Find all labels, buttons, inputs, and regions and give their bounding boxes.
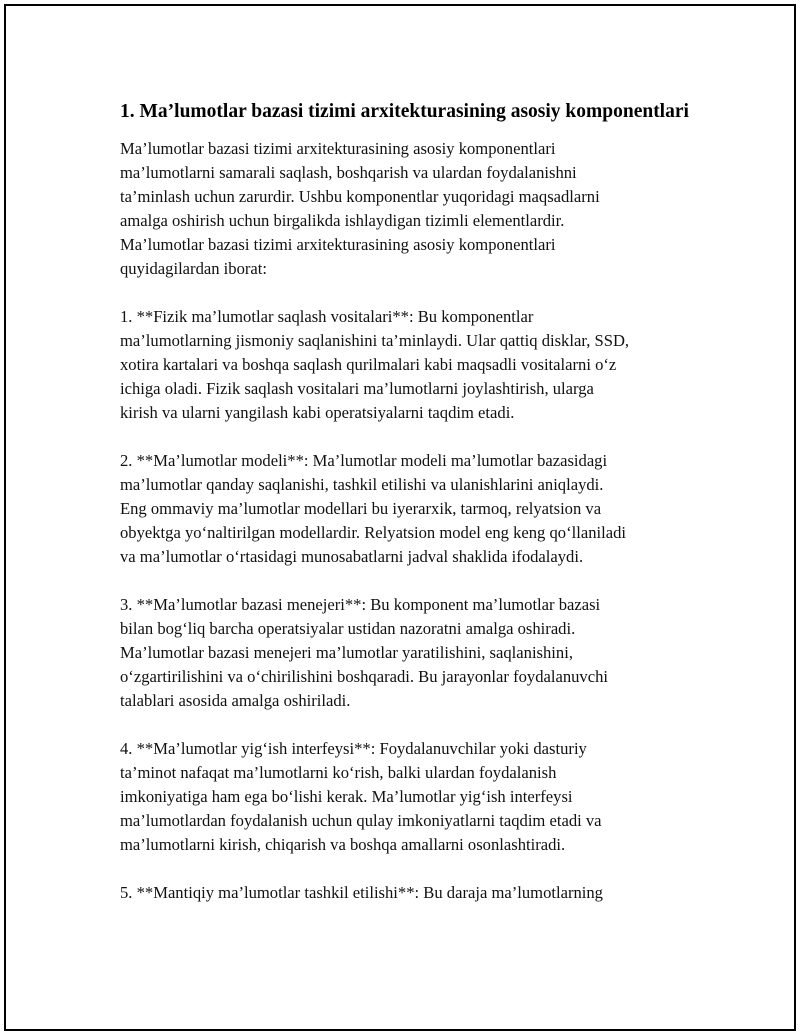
intro-paragraph: Ma’lumotlar bazasi tizimi arxitekturasining asosiy komponentlari ma’lumotlarni samarali saqlash, boshqarish va ulardan foydalanishni ta’minlash uchun zarurdir. Ushbu komponentlar yuqoridagi maqsadlarni amalga oshirish uchun birgalikda ishlaydigan tizimli elementlardir. Ma’lumotlar bazasi tizimi arxitekturasining asosiy komponentlari quyidagilardan iborat: bbox=[120, 139, 600, 278]
paragraph-data-model: 2. **Ma’lumotlar modeli**: Ma’lumotlar modeli ma’lumotlar bazasidagi ma’lumotlar qanday saqlanishi, tashkil etilishi va ulanishlarini aniqlaydi. Eng ommaviy ma’lumotlar modellari bu iyerarxik, tarmoq, relyatsion va obyektga yo‘naltirilgan modellardir. Relyatsion model eng keng qo‘llaniladi va ma’lumotlar o‘rtasidagi munosabatlarni jadval shaklida ifodalaydi. bbox=[120, 451, 626, 566]
paragraph-data-interface: 4. **Ma’lumotlar yig‘ish interfeysi**: Foydalanuvchilar yoki dasturiy ta’minot nafaqat ma’lumotlarni ko‘rish, balki ulardan foydalanish imkoniyatiga ham ega bo‘lishi kerak. Ma’lumotlar yig‘ish interfeysi ma’lumotlardan foydalanish uchun qulay imkoniyatlarni taqdim etadi va ma’lumotlarni kirish, chiqarish va boshqa amallarni osonlashtiradi. bbox=[120, 739, 602, 854]
section-heading: 1. Ma’lumotlar bazasi tizimi arxitekturasining asosiy komponentlari bbox=[120, 101, 689, 122]
paragraph-physical-storage: 1. **Fizik ma’lumotlar saqlash vositalari**: Bu komponentlar ma’lumotlarning jismoniy saqlanishini ta’minlaydi. Ular qattiq disklar, SSD, xotira kartalari va boshqa saqlash qurilmalari kabi maqsadli vositalarni o‘z ichiga oladi. Fizik saqlash vositalari ma’lumotlarni joylashtirish, ularga kirish va ularni yangilash kabi operatsiyalarni taqdim etadi. bbox=[120, 307, 630, 422]
paragraph-database-manager: 3. **Ma’lumotlar bazasi menejeri**: Bu komponent ma’lumotlar bazasi bilan bog‘liq barcha operatsiyalar ustidan nazoratni amalga oshiradi. Ma’lumotlar bazasi menejeri ma’lumotlar yaratilishini, saqlanishini, o‘zgartirilishini va o‘chirilishini boshqaradi. Bu jarayonlar foydalanuvchi talablari asosida amalga oshiriladi. bbox=[120, 595, 609, 710]
paragraph-logical-organization: 5. **Mantiqiy ma’lumotlar tashkil etilishi**: Bu daraja ma’lumotlarning bbox=[120, 883, 603, 902]
document-page bbox=[4, 4, 796, 1031]
document-body bbox=[120, 98, 700, 929]
